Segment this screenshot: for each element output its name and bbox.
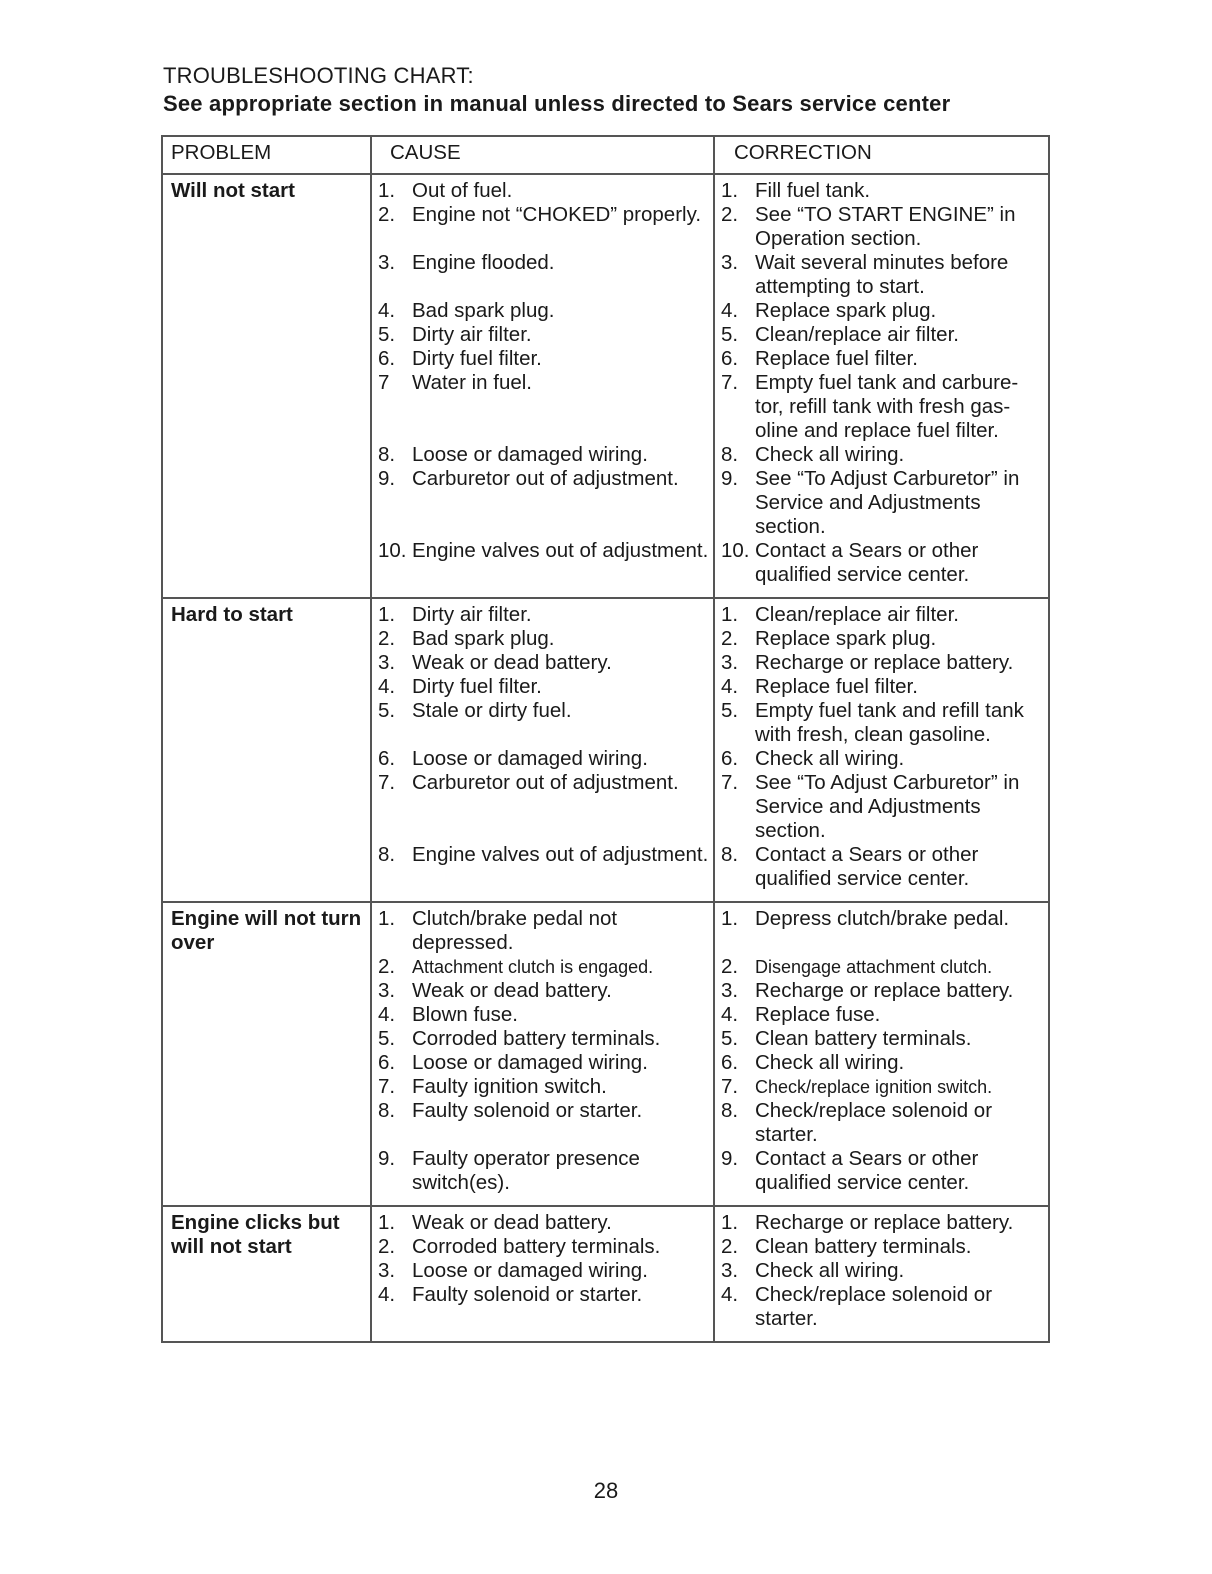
correction-item — [721, 1099, 1044, 1147]
item-text: Check/replace solenoid or starter. — [755, 1283, 993, 1330]
cause-item — [378, 907, 709, 955]
item-text: Loose or damaged wiring. — [412, 1051, 648, 1074]
correction-item — [721, 1003, 1044, 1027]
cause-item — [378, 1051, 709, 1075]
cause-item — [378, 371, 709, 443]
problem-cell: Will not start — [162, 174, 371, 598]
item-number: 4. — [378, 1283, 396, 1306]
correction-item — [721, 347, 1044, 371]
cause-item — [378, 203, 709, 251]
item-number: 5. — [378, 699, 396, 722]
item-number: 3. — [721, 251, 739, 274]
cause-item — [378, 979, 709, 1003]
item-text: Engine not “CHOKED” properly. — [412, 203, 702, 226]
page-subtitle: See appropriate section in manual unless directed to Sears service center — [163, 91, 951, 116]
item-number: 1. — [378, 603, 396, 626]
item-number: 7. — [721, 771, 739, 794]
correction-item — [721, 675, 1044, 699]
correction-item — [721, 443, 1044, 467]
column-header-cause: CAUSE — [371, 136, 714, 174]
item-text: Engine valves out of adjustment. — [412, 843, 709, 866]
problem-cell: Engine will not turn over — [162, 902, 371, 1206]
table-row — [162, 174, 1049, 598]
item-text: Contact a Sears or other qualified service center. — [755, 539, 979, 586]
correction-item — [721, 323, 1044, 347]
item-number: 10. — [721, 539, 750, 562]
table-body — [162, 174, 1049, 1342]
item-number: 1. — [378, 907, 396, 930]
cause-cell — [371, 174, 714, 598]
item-text: Dirty air filter. — [412, 323, 532, 346]
item-text: Depress clutch/brake pedal. — [755, 907, 1010, 930]
item-number: 2. — [721, 955, 739, 978]
item-number: 4. — [721, 1003, 739, 1026]
item-text: Fill fuel tank. — [755, 179, 871, 202]
item-number: 3. — [721, 1259, 739, 1282]
item-text: Check/replace ignition switch. — [755, 1077, 993, 1097]
item-text: Corroded battery terminals. — [412, 1235, 661, 1258]
correction-item — [721, 539, 1044, 587]
table-row — [162, 598, 1049, 902]
item-number: 4. — [378, 1003, 396, 1026]
item-number: 9. — [721, 1147, 739, 1170]
item-number: 3. — [721, 651, 739, 674]
item-number: 3. — [378, 979, 396, 1002]
item-number: 9. — [378, 1147, 396, 1170]
item-number: 6. — [721, 1051, 739, 1074]
item-number: 6. — [721, 347, 739, 370]
table-header-row — [162, 136, 1049, 174]
item-number: 5. — [378, 323, 396, 346]
item-text: Replace fuse. — [755, 1003, 881, 1026]
column-header-problem: PROBLEM — [162, 136, 371, 174]
item-text: See “TO START ENGINE” in Operation section. — [755, 203, 1016, 250]
item-number: 8. — [378, 1099, 396, 1122]
item-number: 2. — [721, 1235, 739, 1258]
item-number: 5. — [378, 1027, 396, 1050]
item-number: 3. — [721, 979, 739, 1002]
item-number: 3. — [378, 1259, 396, 1282]
correction-item — [721, 907, 1044, 955]
item-number: 7. — [378, 771, 396, 794]
item-text: Out of fuel. — [412, 179, 513, 202]
item-text: Weak or dead battery. — [412, 651, 612, 674]
item-number: 4. — [378, 675, 396, 698]
item-text: Engine flooded. — [412, 251, 555, 274]
item-text: Dirty fuel filter. — [412, 675, 542, 698]
item-number: 1. — [721, 907, 739, 930]
cause-item — [378, 675, 709, 699]
item-text: Clean/replace air filter. — [755, 323, 959, 346]
cause-item — [378, 323, 709, 347]
correction-item — [721, 1259, 1044, 1283]
item-number: 1. — [721, 179, 739, 202]
item-text: Attachment clutch is engaged. — [412, 957, 654, 977]
problem-cell: Hard to start — [162, 598, 371, 902]
cause-item — [378, 299, 709, 323]
correction-item — [721, 251, 1044, 299]
correction-cell — [714, 598, 1049, 902]
cause-item — [378, 651, 709, 675]
item-number: 2. — [721, 627, 739, 650]
item-text: Recharge or replace battery. — [755, 651, 1014, 674]
item-number: 4. — [721, 1283, 739, 1306]
troubleshooting-table — [161, 135, 1050, 1343]
cause-cell — [371, 1206, 714, 1342]
correction-item — [721, 299, 1044, 323]
correction-item — [721, 771, 1044, 843]
correction-item — [721, 979, 1044, 1003]
item-text: Wait several minutes before attempting to start. — [755, 251, 1009, 298]
correction-item — [721, 1147, 1044, 1195]
item-number: 1. — [721, 1211, 739, 1234]
cause-item — [378, 1283, 709, 1331]
item-number: 9. — [721, 467, 739, 490]
item-text: Dirty fuel filter. — [412, 347, 542, 370]
item-text: Disengage attachment clutch. — [755, 957, 993, 977]
item-text: Empty fuel tank and refill tank with fresh, clean gasoline. — [755, 699, 1024, 746]
item-text: Stale or dirty fuel. — [412, 699, 572, 722]
correction-item — [721, 747, 1044, 771]
correction-item — [721, 651, 1044, 675]
item-number: 1. — [378, 179, 396, 202]
cause-item — [378, 747, 709, 771]
column-header-correction: CORRECTION — [714, 136, 1049, 174]
item-text: Faulty solenoid or starter. — [412, 1099, 643, 1122]
item-number: 2. — [378, 203, 396, 226]
item-text: See “To Adjust Carburetor” in Service and Adjustments section. — [755, 467, 1020, 538]
cause-item — [378, 1147, 709, 1195]
item-text: Check all wiring. — [755, 1259, 905, 1282]
cause-item — [378, 179, 709, 203]
item-number: 4. — [378, 299, 396, 322]
item-text: Replace fuel filter. — [755, 675, 918, 698]
cause-item — [378, 627, 709, 651]
item-number: 8. — [721, 1099, 739, 1122]
item-text: Replace spark plug. — [755, 299, 937, 322]
item-text: Recharge or replace battery. — [755, 1211, 1014, 1234]
item-text: Clean battery terminals. — [755, 1235, 972, 1258]
cause-item — [378, 771, 709, 843]
item-number: 8. — [721, 443, 739, 466]
item-number: 7. — [721, 1075, 739, 1098]
item-number: 3. — [378, 651, 396, 674]
cause-cell — [371, 598, 714, 902]
item-text: Empty fuel tank and carbure-tor, refill tank with fresh gas-oline and replace fuel filter. — [755, 371, 1019, 442]
item-text: Check all wiring. — [755, 1051, 905, 1074]
item-text: Faulty ignition switch. — [412, 1075, 607, 1098]
correction-cell — [714, 174, 1049, 598]
item-text: Contact a Sears or other qualified service center. — [755, 1147, 979, 1194]
item-number: 10. — [378, 539, 407, 562]
item-number: 7 — [378, 371, 390, 394]
item-text: Clean battery terminals. — [755, 1027, 972, 1050]
cause-item — [378, 1099, 709, 1147]
item-number: 7. — [721, 371, 739, 394]
cause-item — [378, 843, 709, 891]
correction-item — [721, 627, 1044, 651]
cause-item — [378, 467, 709, 539]
item-text: Engine valves out of adjustment. — [412, 539, 709, 562]
item-text: Dirty air filter. — [412, 603, 532, 626]
item-text: Recharge or replace battery. — [755, 979, 1014, 1002]
correction-item — [721, 699, 1044, 747]
item-number: 5. — [721, 699, 739, 722]
item-number: 5. — [721, 323, 739, 346]
correction-item — [721, 1051, 1044, 1075]
item-text: Clean/replace air filter. — [755, 603, 959, 626]
item-text: Contact a Sears or other qualified service center. — [755, 843, 979, 890]
item-number: 7. — [378, 1075, 396, 1098]
cause-item — [378, 1235, 709, 1259]
item-text: Check/replace solenoid or starter. — [755, 1099, 993, 1146]
correction-item — [721, 1235, 1044, 1259]
correction-item — [721, 1283, 1044, 1331]
item-number: 9. — [378, 467, 396, 490]
cause-item — [378, 603, 709, 627]
item-number: 6. — [378, 347, 396, 370]
item-number: 8. — [378, 443, 396, 466]
cause-item — [378, 1027, 709, 1051]
correction-item — [721, 371, 1044, 443]
item-number: 2. — [378, 955, 396, 978]
item-text: Check all wiring. — [755, 443, 905, 466]
item-number: 8. — [721, 843, 739, 866]
item-text: Faulty operator presence switch(es). — [412, 1147, 640, 1194]
item-text: Check all wiring. — [755, 747, 905, 770]
cause-item — [378, 443, 709, 467]
cause-item — [378, 347, 709, 371]
item-number: 4. — [721, 675, 739, 698]
cause-item — [378, 539, 709, 587]
item-number: 4. — [721, 299, 739, 322]
cause-item — [378, 1259, 709, 1283]
item-text: Bad spark plug. — [412, 299, 555, 322]
item-text: Blown fuse. — [412, 1003, 518, 1026]
item-text: Loose or damaged wiring. — [412, 443, 648, 466]
item-text: Bad spark plug. — [412, 627, 555, 650]
problem-cell: Engine clicks but will not start — [162, 1206, 371, 1342]
item-number: 1. — [378, 1211, 396, 1234]
item-text: Weak or dead battery. — [412, 979, 612, 1002]
correction-item — [721, 1211, 1044, 1235]
chart-header — [163, 62, 1063, 118]
item-text: Loose or damaged wiring. — [412, 1259, 648, 1282]
table-row — [162, 902, 1049, 1206]
item-text: Weak or dead battery. — [412, 1211, 612, 1234]
page-number: 28 — [593, 1478, 619, 1503]
item-text: See “To Adjust Carburetor” in Service and Adjustments section. — [755, 771, 1020, 842]
item-number: 2. — [378, 627, 396, 650]
item-number: 6. — [378, 1051, 396, 1074]
cause-item — [378, 251, 709, 299]
item-number: 2. — [721, 203, 739, 226]
correction-item — [721, 843, 1044, 891]
cause-item — [378, 1075, 709, 1099]
cause-cell — [371, 902, 714, 1206]
item-number: 6. — [721, 747, 739, 770]
item-text: Corroded battery terminals. — [412, 1027, 661, 1050]
item-text: Faulty solenoid or starter. — [412, 1283, 643, 1306]
correction-cell — [714, 1206, 1049, 1342]
correction-item — [721, 467, 1044, 539]
item-number: 5. — [721, 1027, 739, 1050]
correction-item — [721, 603, 1044, 627]
item-number: 6. — [378, 747, 396, 770]
correction-cell — [714, 902, 1049, 1206]
cause-item — [378, 955, 709, 979]
cause-item — [378, 1211, 709, 1235]
item-number: 2. — [378, 1235, 396, 1258]
correction-item — [721, 203, 1044, 251]
cause-item — [378, 1003, 709, 1027]
item-text: Loose or damaged wiring. — [412, 747, 648, 770]
correction-item — [721, 955, 1044, 979]
table-row — [162, 1206, 1049, 1342]
item-text: Carburetor out of adjustment. — [412, 467, 679, 490]
page-title: TROUBLESHOOTING CHART: — [163, 63, 474, 88]
correction-item — [721, 1027, 1044, 1051]
correction-item — [721, 1075, 1044, 1099]
item-text: Water in fuel. — [412, 371, 533, 394]
item-text: Replace spark plug. — [755, 627, 937, 650]
item-number: 8. — [378, 843, 396, 866]
item-number: 3. — [378, 251, 396, 274]
item-text: Clutch/brake pedal not depressed. — [412, 907, 618, 954]
item-text: Replace fuel filter. — [755, 347, 918, 370]
cause-item — [378, 699, 709, 747]
item-text: Carburetor out of adjustment. — [412, 771, 679, 794]
item-number: 1. — [721, 603, 739, 626]
correction-item — [721, 179, 1044, 203]
